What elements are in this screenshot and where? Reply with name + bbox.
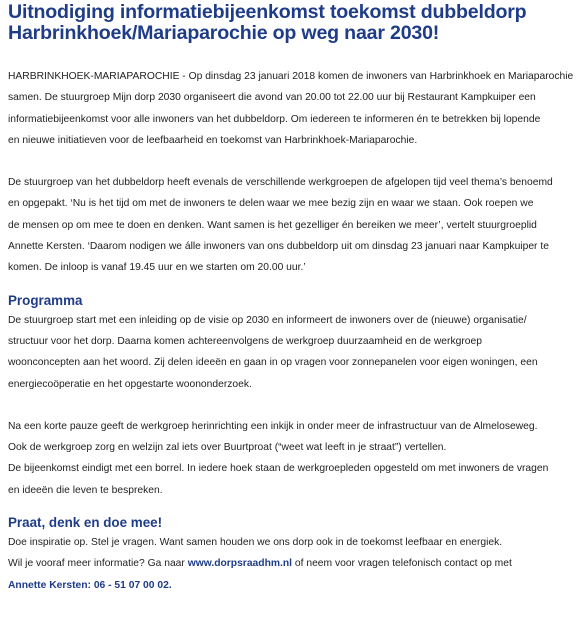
pauze-paragraph	[8, 416, 572, 501]
dorpsraad-link[interactable]: www.dorpsraadhm.nl	[187, 558, 293, 570]
praat-paragraph	[8, 532, 572, 596]
intro-paragraph	[8, 66, 572, 151]
title-line-1: Uitnodiging informatiebijeenkomst toekomst dubbeldorp	[8, 1, 527, 23]
dateline: HARBRINKHOEK-MARIAPAROCHIE -	[8, 71, 189, 82]
programma-line-2: structuur voor het dorp. Daarna komen achtereenvolgens de werkgroep duurzaamheid en de werkgroep	[8, 335, 482, 347]
article-title	[8, 2, 572, 44]
intro-line-1-text: Op dinsdag 23 januari 2018 komen de inwoners van Harbrinkhoek en Mariaparochie	[188, 71, 574, 82]
heading-praat: Praat, denk en doe mee!	[8, 515, 163, 531]
stuurgroep-paragraph	[8, 172, 572, 278]
programma-line-4: energiecoöperatie en het opgestarte woononderzoek.	[8, 378, 252, 390]
intro-line-3: informatiebijeenkomst voor alle inwoners van het dubbeldorp. Om iedereen te informeren én te betrekken bij lopende	[8, 113, 541, 125]
title-line-2: Harbrinkhoek/Mariaparochie op weg naar 2030!	[8, 22, 440, 44]
pauze-line-1: Na een korte pauze geeft de werkgroep herinrichting een inkijk in onder meer de infrastructuur van de Almeloseweg.	[8, 420, 538, 432]
stuurgroep-line-5: komen. De inloop is vanaf 19.45 uur en we starten om 20.00 uur.’	[8, 262, 306, 274]
contact-line: Annette Kersten: 06 - 51 07 00 02.	[8, 579, 172, 591]
intro-line-4: en nieuwe initiatieven voor de leefbaarheid en toekomst van Harbrinkhoek-Mariaparochie.	[8, 134, 418, 146]
praat-line-2-post: of neem voor vragen telefonisch contact op met	[292, 558, 512, 570]
pauze-line-4: en ideeën die leven te bespreken.	[8, 484, 163, 496]
pauze-line-3: De bijeenkomst eindigt met een borrel. In iedere hoek staan de werkgroepleden opgesteld om met inwoners de vragen	[8, 463, 549, 475]
praat-line-2	[8, 553, 572, 574]
praat-line-2-pre: Wil je vooraf meer informatie? Ga naar	[8, 558, 188, 570]
stuurgroep-line-3: de mensen op om mee te doen en denken. Want samen is het gezelliger én bereiken we meer’, vertelt stuurgroeplid	[8, 219, 537, 231]
praat-line-1: Doe inspiratie op. Stel je vragen. Want samen houden we ons dorp ook in de toekomst leefbaar en energiek.	[8, 537, 503, 549]
stuurgroep-line-4: Annette Kersten. ‘Daarom nodigen we álle inwoners van ons dubbeldorp uit om dinsdag 23 januari naar Kampkuiper te	[8, 241, 549, 253]
heading-programma: Programma	[8, 292, 83, 308]
stuurgroep-line-2: en opgepakt. ‘Nu is het tijd om met de inwoners te delen waar we mee bezig zijn en waar we staan. Ook roepen we	[8, 198, 534, 210]
programma-paragraph	[8, 310, 572, 395]
stuurgroep-line-1: De stuurgroep van het dubbeldorp heeft evenals de verschillende werkgroepen de afgelopen tijd veel thema’s benoemd	[8, 177, 553, 189]
programma-line-1: De stuurgroep start met een inleiding op de visie op 2030 en informeert de inwoners over de (nieuwe) organisatie/	[8, 314, 527, 326]
pauze-line-2: Ook de werkgroep zorg en welzijn zal iets over Buurtproat (“weet wat leeft in je straat”) vertellen.	[8, 442, 447, 454]
intro-line-2: samen. De stuurgroep Mijn dorp 2030 organiseert die avond van 20.00 tot 22.00 uur bij Restaurant Kampkuiper een	[8, 92, 536, 104]
programma-line-3: woonconcepten aan het woord. Zij delen ideeën en gaan in op vragen voor zonnepanelen voor eigen woningen, een	[8, 357, 538, 369]
intro-line-1	[8, 66, 572, 87]
